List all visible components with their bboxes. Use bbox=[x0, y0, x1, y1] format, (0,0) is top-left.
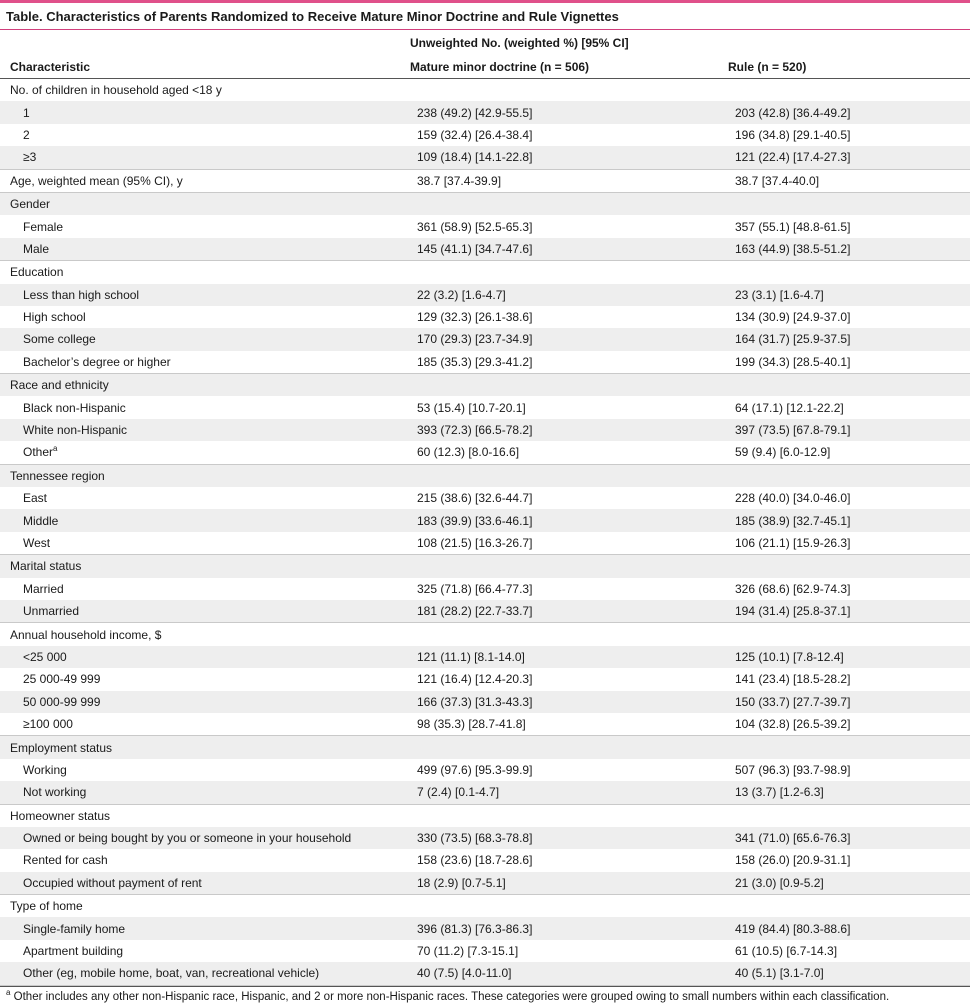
category-label bbox=[0, 464, 410, 487]
table-body bbox=[0, 79, 970, 986]
table-row bbox=[0, 962, 970, 985]
table-row bbox=[0, 713, 970, 736]
cell-mature-minor-doctrine bbox=[410, 192, 728, 215]
row-label bbox=[0, 691, 410, 713]
label-text: Black non-Hispanic bbox=[23, 400, 126, 415]
cell-mature-minor-doctrine: 109 (18.4) [14.1-22.8] bbox=[410, 146, 728, 169]
cell-mature-minor-doctrine bbox=[410, 804, 728, 827]
category-label bbox=[0, 804, 410, 827]
cell-rule: 150 (33.7) [27.7-39.7] bbox=[728, 691, 970, 713]
table-row bbox=[0, 284, 970, 306]
row-label bbox=[0, 419, 410, 441]
header-characteristic: Characteristic bbox=[0, 56, 410, 79]
table-row bbox=[0, 781, 970, 804]
cell-mature-minor-doctrine: 330 (73.5) [68.3-78.8] bbox=[410, 827, 728, 849]
footnote bbox=[0, 987, 970, 1003]
cell-mature-minor-doctrine: 145 (41.1) [34.7-47.6] bbox=[410, 238, 728, 261]
footnote-text: Other includes any other non-Hispanic race, Hispanic, and 2 or more non-Hispanic races. These categories were grouped owing to small numbers within each classification. bbox=[13, 990, 890, 1003]
category-row bbox=[0, 804, 970, 827]
cell-rule bbox=[728, 79, 970, 102]
cell-rule: 125 (10.1) [7.8-12.4] bbox=[728, 646, 970, 668]
label-text: Married bbox=[23, 581, 64, 596]
cell-rule: 23 (3.1) [1.6-4.7] bbox=[728, 284, 970, 306]
cell-rule bbox=[728, 261, 970, 284]
cell-mature-minor-doctrine: 393 (72.3) [66.5-78.2] bbox=[410, 419, 728, 441]
cell-rule: 194 (31.4) [25.8-37.1] bbox=[728, 600, 970, 623]
label-text: Single-family home bbox=[23, 921, 126, 936]
cell-rule bbox=[728, 464, 970, 487]
label-text: Owned or being bought by you or someone in your household bbox=[23, 831, 352, 846]
table-row bbox=[0, 827, 970, 849]
label-text: East bbox=[23, 491, 48, 506]
label-text: 1 bbox=[23, 105, 30, 120]
cell-mature-minor-doctrine: 108 (21.5) [16.3-26.7] bbox=[410, 532, 728, 555]
table-row bbox=[0, 306, 970, 328]
label-text: Type of home bbox=[10, 899, 83, 914]
table-row bbox=[0, 646, 970, 668]
footnote-marker: a bbox=[6, 987, 11, 997]
label-text: 50 000-99 999 bbox=[23, 694, 101, 709]
cell-rule: 61 (10.5) [6.7-14.3] bbox=[735, 944, 838, 959]
cell-rule: 164 (31.7) [25.9-37.5] bbox=[728, 328, 970, 350]
cell-rule: 134 (30.9) [24.9-37.0] bbox=[735, 310, 851, 325]
cell-rule: 341 (71.0) [65.6-76.3] bbox=[728, 827, 970, 849]
label-text: Apartment building bbox=[23, 944, 124, 959]
header-span-label: Unweighted No. (weighted %) [95% CI] bbox=[410, 36, 629, 50]
cell-mature-minor-doctrine bbox=[410, 464, 728, 487]
label-text: Some college bbox=[23, 332, 96, 347]
cell-mature-minor-doctrine: 121 (16.4) [12.4-20.3] bbox=[417, 672, 533, 687]
row-label bbox=[0, 509, 410, 531]
label-text: ≥100 000 bbox=[23, 717, 73, 732]
category-row bbox=[0, 736, 970, 759]
label-text: 25 000-49 999 bbox=[23, 672, 101, 687]
cell-rule bbox=[728, 374, 970, 397]
table-row bbox=[0, 940, 970, 962]
cell-rule: 326 (68.6) [62.9-74.3] bbox=[735, 581, 851, 596]
cell-rule: 507 (96.3) [93.7-98.9] bbox=[735, 762, 851, 777]
characteristics-table bbox=[0, 30, 970, 986]
row-label bbox=[0, 306, 410, 328]
label-text: ≥3 bbox=[23, 150, 37, 165]
label-text: Female bbox=[23, 219, 64, 234]
cell-mature-minor-doctrine: 183 (39.9) [33.6-46.1] bbox=[410, 509, 728, 531]
table-row bbox=[0, 759, 970, 781]
table-row bbox=[0, 849, 970, 871]
label-text: Marital status bbox=[10, 559, 82, 574]
cell-rule: 228 (40.0) [34.0-46.0] bbox=[735, 491, 851, 506]
row-label bbox=[0, 215, 410, 237]
cell-mature-minor-doctrine: 215 (38.6) [32.6-44.7] bbox=[417, 491, 533, 506]
row-label bbox=[0, 238, 410, 261]
label-text: White non-Hispanic bbox=[23, 423, 128, 438]
table-row bbox=[0, 215, 970, 237]
cell-rule: 21 (3.0) [0.9-5.2] bbox=[728, 872, 970, 895]
cell-mature-minor-doctrine: 70 (11.2) [7.3-15.1] bbox=[417, 944, 519, 959]
cell-mature-minor-doctrine: 7 (2.4) [0.1-4.7] bbox=[410, 781, 728, 804]
cell-rule: 38.7 [37.4-40.0] bbox=[728, 169, 970, 192]
table-row bbox=[0, 351, 970, 374]
table-row bbox=[0, 238, 970, 261]
cell-mature-minor-doctrine bbox=[410, 736, 728, 759]
category-label bbox=[0, 261, 410, 284]
row-label bbox=[0, 646, 410, 668]
cell-rule: 64 (17.1) [12.1-22.2] bbox=[735, 400, 844, 415]
footnote-marker-ref: a bbox=[53, 444, 58, 454]
row-label bbox=[0, 600, 410, 623]
header-row-columns bbox=[0, 56, 970, 79]
category-label bbox=[0, 169, 410, 192]
table-row bbox=[0, 691, 970, 713]
row-label bbox=[0, 578, 410, 600]
label-text: Annual household income, $ bbox=[10, 627, 162, 642]
cell-mature-minor-doctrine: 38.7 [37.4-39.9] bbox=[410, 169, 728, 192]
cell-mature-minor-doctrine: 181 (28.2) [22.7-33.7] bbox=[410, 600, 728, 623]
label-text: Employment status bbox=[10, 740, 113, 755]
row-label bbox=[0, 827, 410, 849]
label-text: Working bbox=[23, 762, 67, 777]
label-text: Occupied without payment of rent bbox=[23, 875, 202, 890]
table-row bbox=[0, 668, 970, 690]
cell-rule: 13 (3.7) [1.2-6.3] bbox=[728, 781, 970, 804]
label-text: No. of children in household aged <18 y bbox=[10, 83, 222, 98]
label-text: High school bbox=[23, 310, 86, 325]
category-row bbox=[0, 895, 970, 918]
label-text: Other bbox=[23, 445, 54, 460]
table-row bbox=[0, 328, 970, 350]
header-blank bbox=[0, 30, 410, 56]
category-row bbox=[0, 261, 970, 284]
cell-rule: 40 (5.1) [3.1-7.0] bbox=[728, 962, 970, 985]
label-text: Middle bbox=[23, 513, 59, 528]
cell-mature-minor-doctrine bbox=[410, 555, 728, 578]
cell-rule bbox=[728, 623, 970, 646]
category-label bbox=[0, 895, 410, 918]
row-label bbox=[0, 146, 410, 169]
label-text: Homeowner status bbox=[10, 808, 111, 823]
row-label bbox=[0, 668, 410, 690]
cell-mature-minor-doctrine: 499 (97.6) [95.3-99.9] bbox=[417, 762, 533, 777]
header-row-span bbox=[0, 30, 970, 56]
cell-rule: 163 (44.9) [38.5-51.2] bbox=[728, 238, 970, 261]
row-label bbox=[0, 962, 410, 985]
cell-rule: 419 (84.4) [80.3-88.6] bbox=[728, 917, 970, 939]
table-row bbox=[0, 124, 970, 146]
table-row bbox=[0, 396, 970, 418]
cell-mature-minor-doctrine: 18 (2.9) [0.7-5.1] bbox=[410, 872, 728, 895]
cell-rule bbox=[728, 895, 970, 918]
table-row bbox=[0, 441, 970, 464]
cell-mature-minor-doctrine: 238 (49.2) [42.9-55.5] bbox=[410, 101, 728, 123]
cell-rule: 141 (23.4) [18.5-28.2] bbox=[735, 672, 851, 687]
cell-mature-minor-doctrine: 396 (81.3) [76.3-86.3] bbox=[410, 917, 728, 939]
cell-rule bbox=[728, 736, 970, 759]
label-text: Bachelor’s degree or higher bbox=[23, 354, 171, 369]
cell-mature-minor-doctrine bbox=[410, 374, 728, 397]
label-text: <25 000 bbox=[23, 649, 67, 664]
category-label bbox=[0, 79, 410, 102]
cell-mature-minor-doctrine: 40 (7.5) [4.0-11.0] bbox=[410, 962, 728, 985]
row-label bbox=[0, 441, 410, 464]
row-label bbox=[0, 284, 410, 306]
category-row bbox=[0, 169, 970, 192]
row-label bbox=[0, 940, 410, 962]
category-row bbox=[0, 374, 970, 397]
cell-rule bbox=[728, 804, 970, 827]
category-row bbox=[0, 79, 970, 102]
category-label bbox=[0, 555, 410, 578]
cell-mature-minor-doctrine bbox=[410, 261, 728, 284]
cell-rule: 106 (21.1) [15.9-26.3] bbox=[728, 532, 970, 555]
row-label bbox=[0, 713, 410, 736]
cell-mature-minor-doctrine: 22 (3.2) [1.6-4.7] bbox=[410, 284, 728, 306]
cell-rule: 199 (34.3) [28.5-40.1] bbox=[728, 351, 970, 374]
table-row bbox=[0, 578, 970, 600]
cell-mature-minor-doctrine: 170 (29.3) [23.7-34.9] bbox=[410, 328, 728, 350]
category-row bbox=[0, 192, 970, 215]
table-row bbox=[0, 872, 970, 895]
cell-rule bbox=[728, 555, 970, 578]
category-label bbox=[0, 623, 410, 646]
row-label bbox=[0, 328, 410, 350]
row-label bbox=[0, 759, 410, 781]
row-label bbox=[0, 532, 410, 555]
cell-mature-minor-doctrine bbox=[410, 623, 728, 646]
row-label bbox=[0, 872, 410, 895]
cell-mature-minor-doctrine bbox=[410, 895, 728, 918]
cell-rule: 203 (42.8) [36.4-49.2] bbox=[728, 101, 970, 123]
cell-mature-minor-doctrine: 129 (32.3) [26.1-38.6] bbox=[417, 310, 533, 325]
cell-rule: 121 (22.4) [17.4-27.3] bbox=[728, 146, 970, 169]
label-text: Unmarried bbox=[23, 604, 80, 619]
cell-rule: 158 (26.0) [20.9-31.1] bbox=[735, 853, 851, 868]
table-row bbox=[0, 532, 970, 555]
label-text: Male bbox=[23, 241, 50, 256]
table-row bbox=[0, 917, 970, 939]
cell-mature-minor-doctrine: 98 (35.3) [28.7-41.8] bbox=[410, 713, 728, 736]
label-text: Less than high school bbox=[23, 287, 140, 302]
label-text: Race and ethnicity bbox=[10, 378, 109, 393]
cell-mature-minor-doctrine: 158 (23.6) [18.7-28.6] bbox=[417, 853, 533, 868]
header-mature-minor-doctrine: Mature minor doctrine (n = 506) bbox=[410, 56, 728, 79]
label-text: West bbox=[23, 536, 51, 550]
category-label bbox=[0, 736, 410, 759]
cell-mature-minor-doctrine: 159 (32.4) [26.4-38.4] bbox=[417, 127, 533, 142]
cell-mature-minor-doctrine: 60 (12.3) [8.0-16.6] bbox=[410, 441, 728, 464]
label-text: Tennessee region bbox=[10, 468, 105, 483]
row-label bbox=[0, 351, 410, 374]
table-row bbox=[0, 509, 970, 531]
cell-rule: 59 (9.4) [6.0-12.9] bbox=[728, 441, 970, 464]
label-text: Rented for cash bbox=[23, 853, 108, 868]
row-label bbox=[0, 917, 410, 939]
category-row bbox=[0, 623, 970, 646]
cell-mature-minor-doctrine: 185 (35.3) [29.3-41.2] bbox=[410, 351, 728, 374]
cell-rule: 104 (32.8) [26.5-39.2] bbox=[728, 713, 970, 736]
cell-rule bbox=[728, 192, 970, 215]
row-label bbox=[0, 124, 410, 146]
cell-mature-minor-doctrine: 166 (37.3) [31.3-43.3] bbox=[410, 691, 728, 713]
cell-rule: 185 (38.9) [32.7-45.1] bbox=[728, 509, 970, 531]
label-text: 2 bbox=[23, 127, 30, 142]
category-row bbox=[0, 555, 970, 578]
row-label bbox=[0, 849, 410, 871]
table-row bbox=[0, 600, 970, 623]
cell-mature-minor-doctrine bbox=[410, 79, 728, 102]
header-rule: Rule (n = 520) bbox=[728, 56, 970, 79]
label-text: Not working bbox=[23, 785, 87, 800]
label-text: Education bbox=[10, 265, 64, 280]
table-row bbox=[0, 487, 970, 509]
cell-mature-minor-doctrine: 53 (15.4) [10.7-20.1] bbox=[417, 400, 526, 415]
label-text: Gender bbox=[10, 197, 51, 212]
table-row bbox=[0, 146, 970, 169]
table-row bbox=[0, 419, 970, 441]
cell-mature-minor-doctrine: 361 (58.9) [52.5-65.3] bbox=[417, 219, 533, 234]
cell-mature-minor-doctrine: 121 (11.1) [8.1-14.0] bbox=[410, 646, 728, 668]
cell-rule: 357 (55.1) [48.8-61.5] bbox=[735, 219, 851, 234]
label-text: Other (eg, mobile home, boat, van, recreational vehicle) bbox=[23, 966, 320, 981]
category-label bbox=[0, 374, 410, 397]
row-label bbox=[0, 101, 410, 123]
category-row bbox=[0, 464, 970, 487]
label-text: Age, weighted mean (95% CI), y bbox=[10, 173, 183, 188]
row-label bbox=[0, 781, 410, 804]
table-row bbox=[0, 101, 970, 123]
table-title: Table. Characteristics of Parents Randomized to Receive Mature Minor Doctrine and Rule Vignettes bbox=[6, 9, 619, 24]
cell-rule: 196 (34.8) [29.1-40.5] bbox=[735, 127, 851, 142]
category-label bbox=[0, 192, 410, 215]
row-label bbox=[0, 396, 410, 418]
cell-mature-minor-doctrine: 325 (71.8) [66.4-77.3] bbox=[417, 581, 533, 596]
cell-rule: 397 (73.5) [67.8-79.1] bbox=[728, 419, 970, 441]
row-label bbox=[0, 487, 410, 509]
